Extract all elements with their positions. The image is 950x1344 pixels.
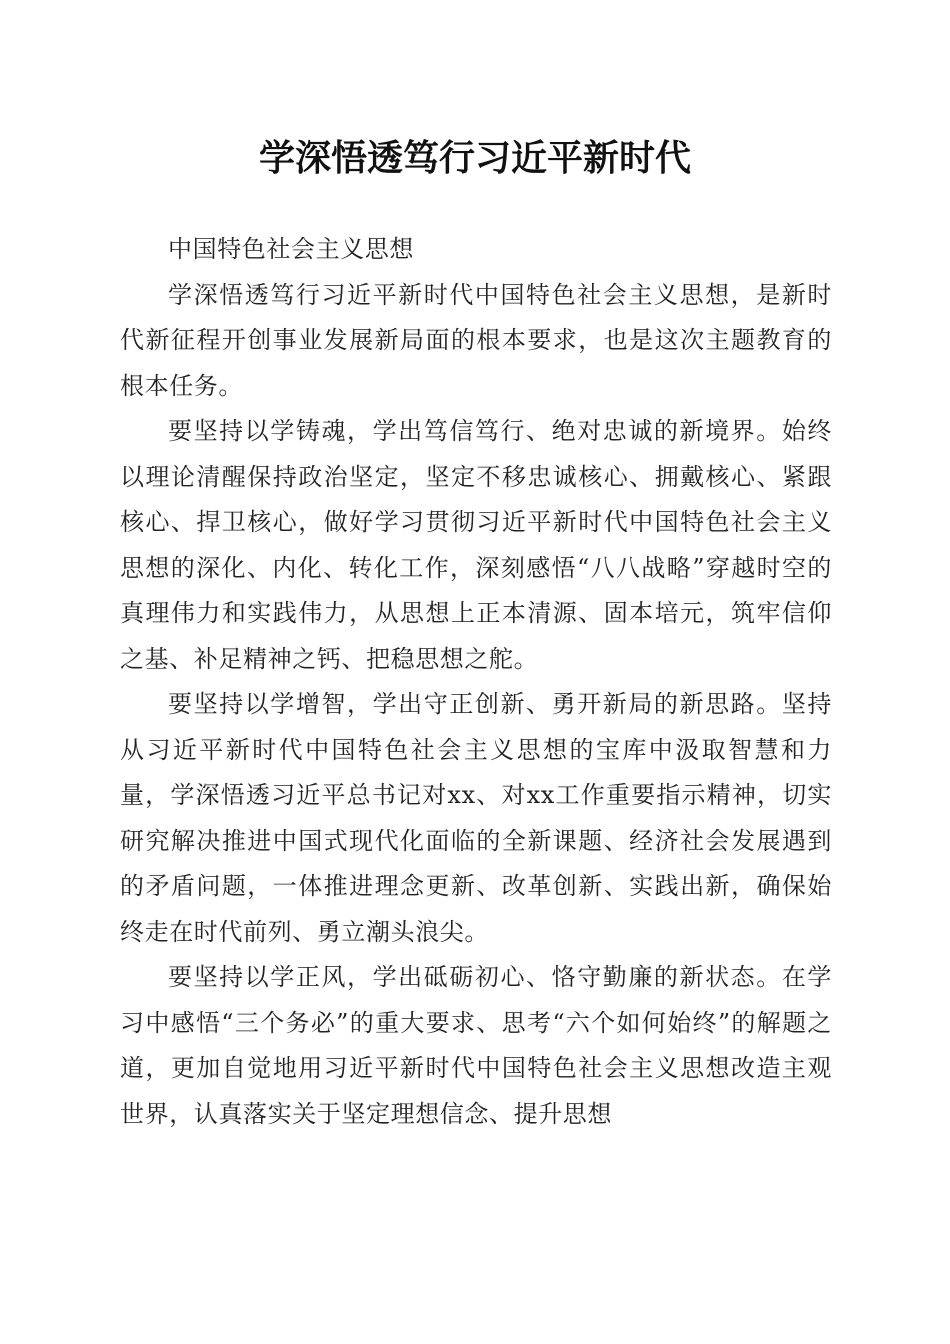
document-body <box>120 227 832 1137</box>
paragraph-style: 要坚持以学正风，学出砥砺初心、恪守勤廉的新状态。在学习中感悟“三个务必”的重大要求、思考“六个如何始终”的解题之道，更加自觉地用习近平新时代中国特色社会主义思想改造主观世界，认真落实关于坚定理想信念、提升思想 <box>120 963 832 1128</box>
paragraph-wisdom: 要坚持以学增智，学出守正创新、勇开新局的新思路。坚持从习近平新时代中国特色社会主义思想的宝库中汲取智慧和力量，学深悟透习近平总书记对xx、对xx工作重要指示精神，切实研究解决推进中国式现代化面临的全新课题、经济社会发展遇到的矛盾问题，一体推进理念更新、改革创新、实践出新，确保始终走在时代前列、勇立潮头浪尖。 <box>120 690 832 946</box>
paragraph-soul: 要坚持以学铸魂，学出笃信笃行、绝对忠诚的新境界。始终以理论清醒保持政治坚定，坚定不移忠诚核心、拥戴核心、紧跟核心、捍卫核心，做好学习贯彻习近平新时代中国特色社会主义思想的深化、内化、转化工作，深刻感悟“八八战略”穿越时空的真理伟力和实践伟力，从思想上正本清源、固本培元，筑牢信仰之基、补足精神之钙、把稳思想之舵。 <box>120 417 832 673</box>
paragraph-intro: 学深悟透笃行习近平新时代中国特色社会主义思想，是新时代新征程开创事业发展新局面的根本要求，也是这次主题教育的根本任务。 <box>120 280 832 400</box>
paragraph-subtitle: 中国特色社会主义思想 <box>168 235 414 263</box>
document-title: 学深悟透笃行习近平新时代 <box>258 137 691 179</box>
